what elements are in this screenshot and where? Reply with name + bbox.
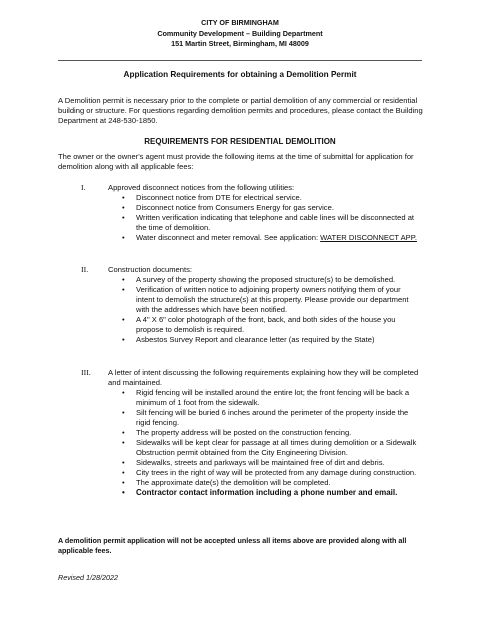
list-item: • Disconnect notice from DTE for electrical service. <box>122 193 302 202</box>
section-heading: Approved disconnect notices from the following utilities: <box>108 183 295 192</box>
section-numeral: III. <box>81 368 91 377</box>
document-title: Application Requirements for obtaining a Demolition Permit <box>123 70 357 79</box>
bullet-icon: • <box>122 275 125 284</box>
bullet-icon: • <box>122 193 125 202</box>
bullet-icon: • <box>122 285 125 294</box>
header-divider <box>58 60 422 61</box>
department-address: 151 Martin Street, Birmingham, MI 48009 <box>171 39 309 48</box>
section-heading: A letter of intent discussing the following requirements explaining how they will be completed and maintained. <box>108 368 419 387</box>
list-item: • A 4" X 6" color photograph of the front, back, and both sides of the house you propose to demolish is required. <box>122 315 396 334</box>
bullet-icon: • <box>122 488 125 497</box>
list-item: • Water disconnect and meter removal. See application: WATER DISCONNECT APP. <box>122 233 417 242</box>
intro-paragraph: A Demolition permit is necessary prior to the complete or partial demolition of any commercial or residential building or structure. For questions regarding demolition permits and procedures, please contact the Building Department at 248-530-1850. <box>58 96 423 125</box>
list-item: • Rigid fencing will be installed around the entire lot; the front fencing will be back a minimum of 1 foot from the sidewalk. <box>122 388 410 407</box>
list-item: • City trees in the right of way will be protected from any damage during construction. <box>122 468 417 477</box>
list-item: • Disconnect notice from Consumers Energy for gas service. <box>122 203 334 212</box>
acceptance-note: A demolition permit application will not be accepted unless all items above are provided along with all applicable fees. <box>58 536 407 555</box>
section-heading: Construction documents: <box>108 265 192 274</box>
owner-paragraph: The owner or the owner's agent must provide the following items at the time of submittal for application for demolition along with all applicable fees: <box>58 152 414 171</box>
list-item: • Sidewalks, streets and parkways will be maintained free of dirt and debris. <box>122 458 385 467</box>
bullet-icon: • <box>122 428 125 437</box>
list-item: • The approximate date(s) the demolition will be completed. <box>122 478 331 487</box>
department-name: Community Development – Building Department <box>157 28 323 38</box>
bullet-icon: • <box>122 468 125 477</box>
bullet-icon: • <box>122 388 125 397</box>
bullet-icon: • <box>122 438 125 447</box>
requirement-list <box>120 388 420 498</box>
letterhead <box>0 18 480 50</box>
list-item: • Sidewalks will be kept clear for passage at all times during demolition or a Sidewalk Obstruction permit obtained from the City Engineering Division. <box>122 438 417 457</box>
list-item: • The property address will be posted on the construction fencing. <box>122 428 352 437</box>
list-item: • Asbestos Survey Report and clearance letter (as required by the State) <box>122 335 375 344</box>
bullet-icon: • <box>122 213 125 222</box>
revision-date: Revised 1/28/2022 <box>58 573 118 582</box>
bullet-icon: • <box>122 315 125 324</box>
bullet-icon: • <box>122 408 125 417</box>
water-disconnect-link[interactable]: WATER DISCONNECT APP. <box>320 233 417 242</box>
bullet-icon: • <box>122 458 125 467</box>
bullet-icon: • <box>122 335 125 344</box>
section-numeral: I. <box>81 183 86 192</box>
section-numeral: II. <box>81 265 89 274</box>
section-subtitle: REQUIREMENTS FOR RESIDENTIAL DEMOLITION <box>144 137 336 146</box>
list-item: • Written verification indicating that telephone and cable lines will be disconnected at the time of demolition. <box>122 213 415 232</box>
list-item: • Silt fencing will be buried 6 inches around the perimeter of the property inside the rigid fencing. <box>122 408 409 427</box>
bullet-icon: • <box>122 203 125 212</box>
city-name: CITY OF BIRMINGHAM <box>201 18 279 27</box>
list-item: • A survey of the property showing the proposed structure(s) to be demolished. <box>122 275 396 284</box>
requirement-list <box>120 275 420 345</box>
bullet-icon: • <box>122 233 125 242</box>
requirement-list <box>120 193 420 243</box>
list-item: • Contractor contact information including a phone number and email. <box>122 488 398 497</box>
list-item: • Verification of written notice to adjoining property owners notifying them of your intent to demolish the structure(s) at this property. Please provide our department with the addresses which have been notified. <box>122 285 409 314</box>
bullet-icon: • <box>122 478 125 487</box>
